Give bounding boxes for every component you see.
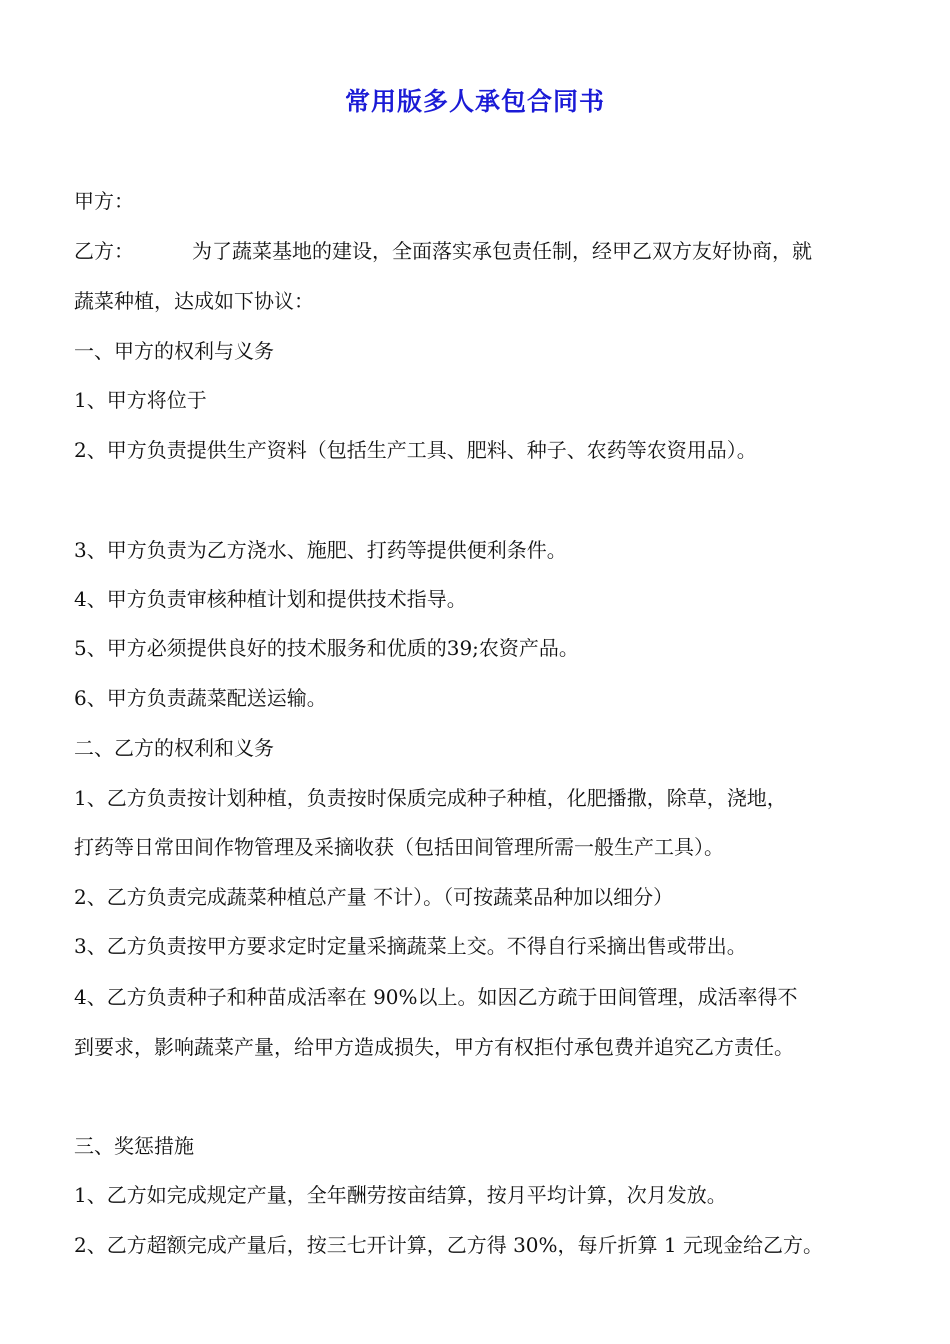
section1-item-4: 4、甲方负责审核种植计划和提供技术指导。 bbox=[74, 587, 467, 611]
section2-item-3: 3、乙方负责按甲方要求定时定量采摘蔬菜上交。不得自行采摘出售或带出。 bbox=[74, 934, 747, 958]
party-b-label: 乙方： bbox=[74, 239, 134, 263]
section2-item-1-line-2: 打药等日常田间作物管理及采摘收获（包括田间管理所需一般生产工具）。 bbox=[74, 835, 724, 859]
section3-heading: 三、奖惩措施 bbox=[74, 1134, 194, 1158]
section2-item-4-line-2: 到要求，影响蔬菜产量，给甲方造成损失，甲方有权拒付承包费并追究乙方责任。 bbox=[74, 1035, 794, 1059]
section1-heading: 一、甲方的权利与义务 bbox=[74, 339, 274, 363]
section1-item-2: 2、甲方负责提供生产资料（包括生产工具、肥料、种子、农药等农资用品）。 bbox=[74, 438, 757, 462]
section1-item-3: 3、甲方负责为乙方浇水、施肥、打药等提供便利条件。 bbox=[74, 538, 567, 562]
party-b-line bbox=[74, 239, 812, 263]
section2-item-4-line-1: 4、乙方负责种子和种苗成活率在 90%以上。如因乙方疏于田间管理，成活率得不 bbox=[74, 985, 798, 1009]
section1-item-6: 6、甲方负责蔬菜配送运输。 bbox=[74, 686, 327, 710]
intro-text-1: 为了蔬菜基地的建设，全面落实承包责任制，经甲乙双方友好协商，就 bbox=[192, 239, 812, 263]
section2-heading: 二、乙方的权利和义务 bbox=[74, 736, 274, 760]
document-title: 常用版多人承包合同书 bbox=[344, 87, 605, 116]
party-a-line: 甲方： bbox=[74, 189, 134, 213]
section2-item-2: 2、乙方负责完成蔬菜种植总产量 不计）。（可按蔬菜品种加以细分） bbox=[74, 885, 674, 909]
intro-text-2: 蔬菜种植，达成如下协议： bbox=[74, 289, 314, 313]
section2-item-1-line-1: 1、乙方负责按计划种植，负责按时保质完成种子种植，化肥播撒，除草，浇地， bbox=[74, 786, 787, 810]
section1-item-5: 5、甲方必须提供良好的技术服务和优质的39;农资产品。 bbox=[74, 636, 579, 660]
section1-item-1: 1、甲方将位于 bbox=[74, 388, 207, 412]
section3-item-1: 1、乙方如完成规定产量，全年酬劳按亩结算，按月平均计算，次月发放。 bbox=[74, 1183, 727, 1207]
section3-item-2: 2、乙方超额完成产量后，按三七开计算，乙方得 30%，每斤折算 1 元现金给乙方。 bbox=[74, 1233, 823, 1257]
